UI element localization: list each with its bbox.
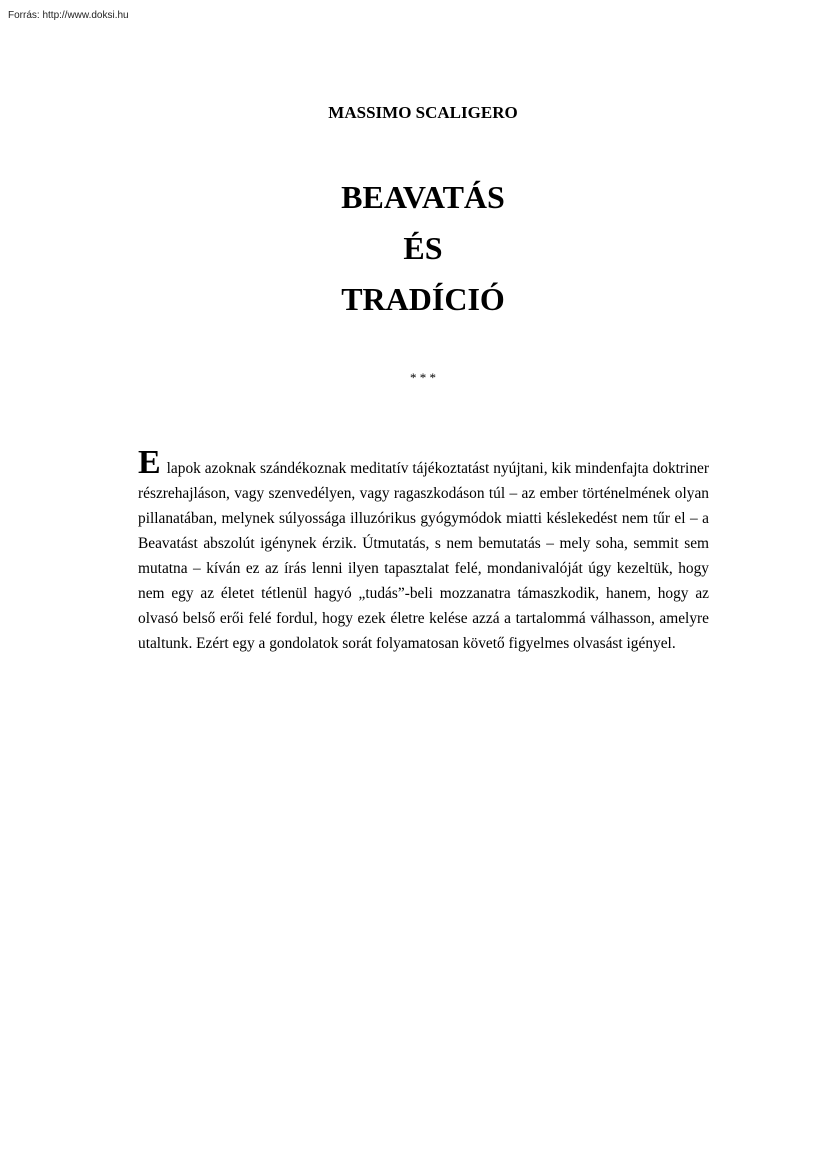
section-separator: * * * — [410, 370, 436, 385]
title-line-2: ÉS — [403, 230, 443, 266]
source-note: Forrás: http://www.doksi.hu — [8, 10, 129, 21]
intro-text: lapok azoknak szándékoznak meditatív tájékoztatást nyújtani, kik mindenfajta doktriner részrehajláson, vagy szenvedélyen, vagy ragaszkodáson túl – az ember történelmének olyan pillanatában, melynek súlyossága illuzórikus gyógymódok miatti késlekedést nem tűr el – a Beavatást abszolút igénynek érzik. Útmutatás, s nem bemutatás – mely soha, semmit sem mutatna – kíván ez az írás lenni ilyen tapasztalat felé, mondanivalóját úgy kezeltük, hogy nem egy az életet tétlenül hagyó „tudás”-beli mozzanatra támaszkodik, hanem, hogy az olvasó belső erői felé fordul, hogy ezek életre kelése azzá a tartalommá válhasson, amelyre utaltunk. Ezért egy a gondolatok sorát folyamatosan követő figyelmes olvasást igényel. — [138, 460, 709, 652]
document-title — [0, 172, 827, 325]
drop-cap: E — [138, 444, 161, 481]
title-line-3: TRADÍCIÓ — [341, 281, 505, 317]
intro-paragraph — [138, 444, 709, 656]
title-line-1: BEAVATÁS — [341, 179, 505, 215]
author-name: MASSIMO SCALIGERO — [328, 103, 518, 122]
